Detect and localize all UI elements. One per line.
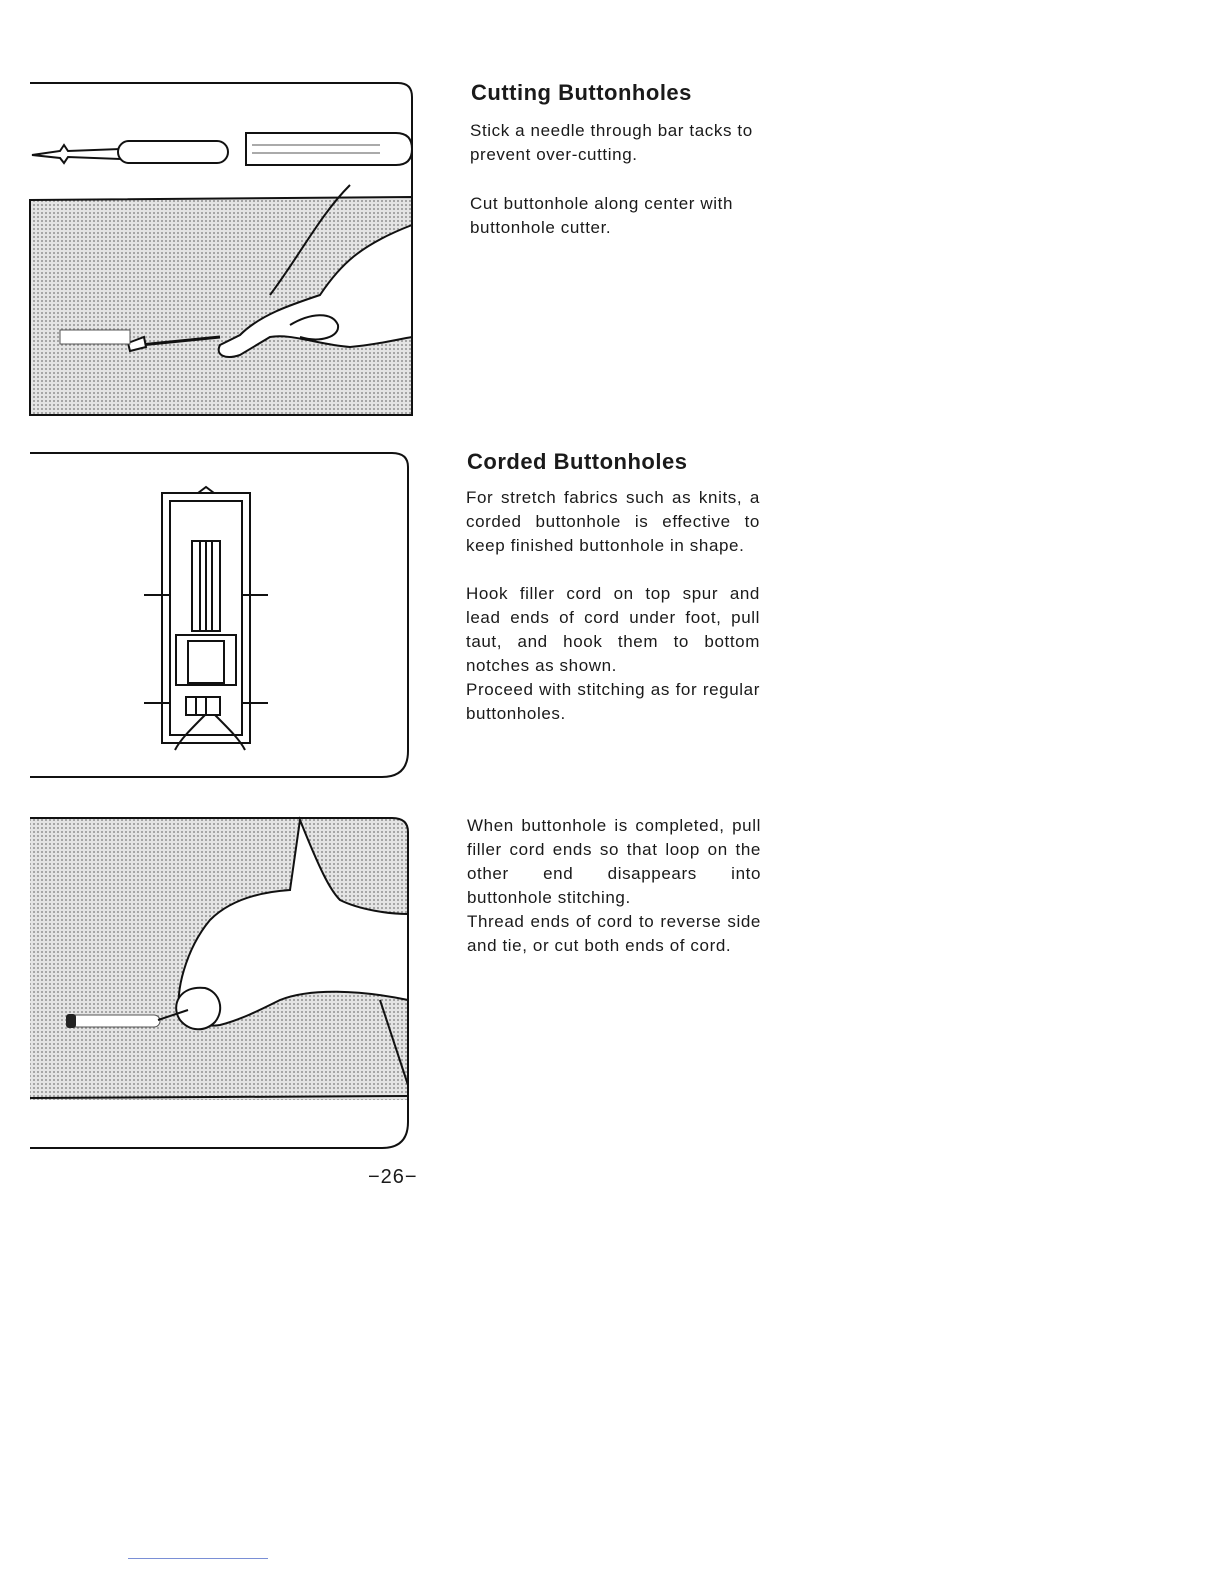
completing-paragraph-2: Thread ends of cord to reverse side and tie, or cut both ends of cord.	[467, 912, 761, 955]
buttonhole-foot-icon	[144, 487, 268, 750]
cutting-paragraph-1: Stick a needle through bar tacks to prevent over-cutting.	[470, 121, 753, 164]
divider	[128, 1558, 268, 1559]
illustration-cutting-buttonhole	[20, 75, 420, 425]
completing-paragraph-1: When buttonhole is completed, pull filler cord ends so that loop on the other end disappears into buttonhole stitching.	[467, 816, 761, 907]
buttonhole-cutter-icon	[32, 133, 412, 165]
corded-paragraph-2: Hook filler cord on top spur and lead ends of cord under foot, pull taut, and hook them to bottom notches as shown.	[466, 584, 760, 675]
page-number: −26−	[368, 1166, 418, 1188]
cutting-paragraph-2: Cut buttonhole along center with buttonhole cutter.	[470, 194, 734, 237]
corded-paragraph-1: For stretch fabrics such as knits, a corded buttonhole is effective to keep finished buttonhole in shape.	[466, 488, 760, 555]
illustration-corded-buttonhole-foot	[20, 445, 420, 785]
corded-paragraph-3: Proceed with stitching as for regular buttonholes.	[466, 680, 760, 723]
section-title-corded: Corded Buttonholes	[467, 449, 688, 474]
section-title-cutting: Cutting Buttonholes	[471, 80, 692, 105]
illustration-pulling-filler-cord	[20, 810, 420, 1155]
